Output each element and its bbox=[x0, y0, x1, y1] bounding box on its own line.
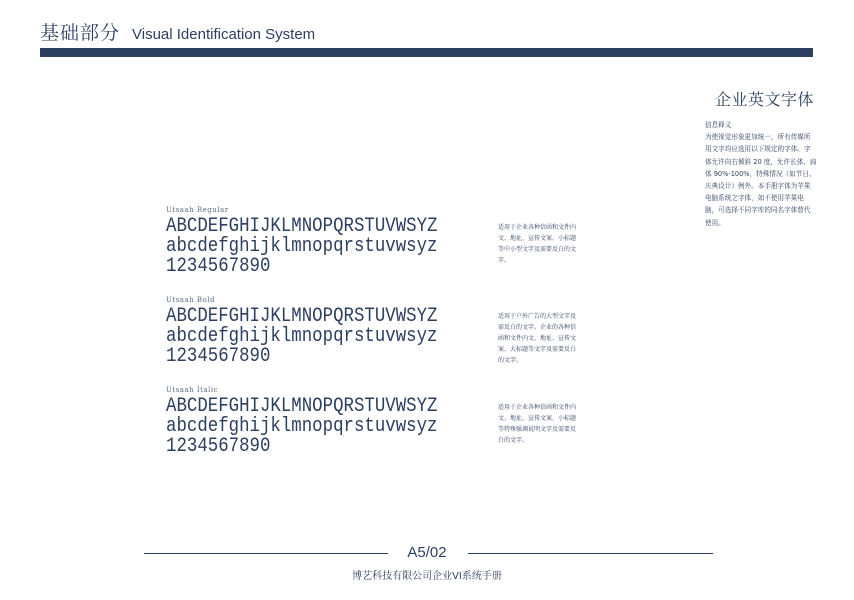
font-usage-note: 适用于户外广告的大型文字及需反白的文字。企业的各种信函和文件内文、地址、宣传文案、大标题等文字及需要反白的文字。 bbox=[498, 313, 577, 364]
font-usage-note: 适用于企业各种信函和文件内文、地址、宣传文案、小标题等特殊强调说明文字及需要反白的文字。 bbox=[498, 404, 577, 444]
font-sample-uppercase: ABCDEFGHIJKLMNOPQRSTUVWSYZ bbox=[166, 395, 438, 418]
section-label: 信息释义 bbox=[705, 121, 732, 129]
font-sample-lowercase: abcdefghijklmnopqrstuvwsyz bbox=[166, 235, 438, 258]
font-name: Utsaah Italic bbox=[166, 386, 219, 394]
font-sample-lowercase: abcdefghijklmnopqrstuvwsyz bbox=[166, 325, 438, 348]
font-sample-uppercase: ABCDEFGHIJKLMNOPQRSTUVWSYZ bbox=[166, 305, 438, 328]
manual-title: 博艺科技有限公司企业VI系统手册 bbox=[352, 571, 502, 582]
section-text: 为使视觉形象更加统一，所有传媒所用文字均应选用以下规定的字体。字体允许向右倾斜 20 度，允许长体、扁体 90%-100%，特殊情况（如节日、庆典设计）例外。本手册字体为苹果电脑系统之字体，如不使用苹果电脑，可选择不同字库的同名字体替代使用。 bbox=[705, 133, 817, 227]
page-header bbox=[40, 18, 315, 45]
font-sample-lowercase: abcdefghijklmnopqrstuvwsyz bbox=[166, 415, 438, 438]
font-sample-digits: 1234567890 bbox=[166, 435, 271, 458]
font-specimen-italic bbox=[166, 386, 478, 457]
font-usage-note: 适用于企业各种信函和文件内文、地址、宣传文案、小标题等中小型文字及需要反白的文字。 bbox=[498, 224, 577, 264]
header-title-en: Visual Identification System bbox=[132, 26, 316, 43]
font-name: Utsaah Regular bbox=[166, 206, 229, 214]
font-name: Utsaah Bold bbox=[166, 296, 215, 304]
font-specimen-bold bbox=[166, 296, 478, 367]
page-number: A5/02 bbox=[407, 544, 447, 561]
font-sample-uppercase: ABCDEFGHIJKLMNOPQRSTUVWSYZ bbox=[166, 215, 438, 238]
font-specimen-regular bbox=[166, 206, 478, 277]
header-rule bbox=[40, 48, 813, 57]
header-title-cn: 基础部分 bbox=[40, 22, 121, 44]
section-description bbox=[705, 119, 817, 229]
font-sample-digits: 1234567890 bbox=[166, 345, 271, 368]
section-title: 企业英文字体 bbox=[714, 90, 814, 109]
font-sample-digits: 1234567890 bbox=[166, 255, 271, 278]
